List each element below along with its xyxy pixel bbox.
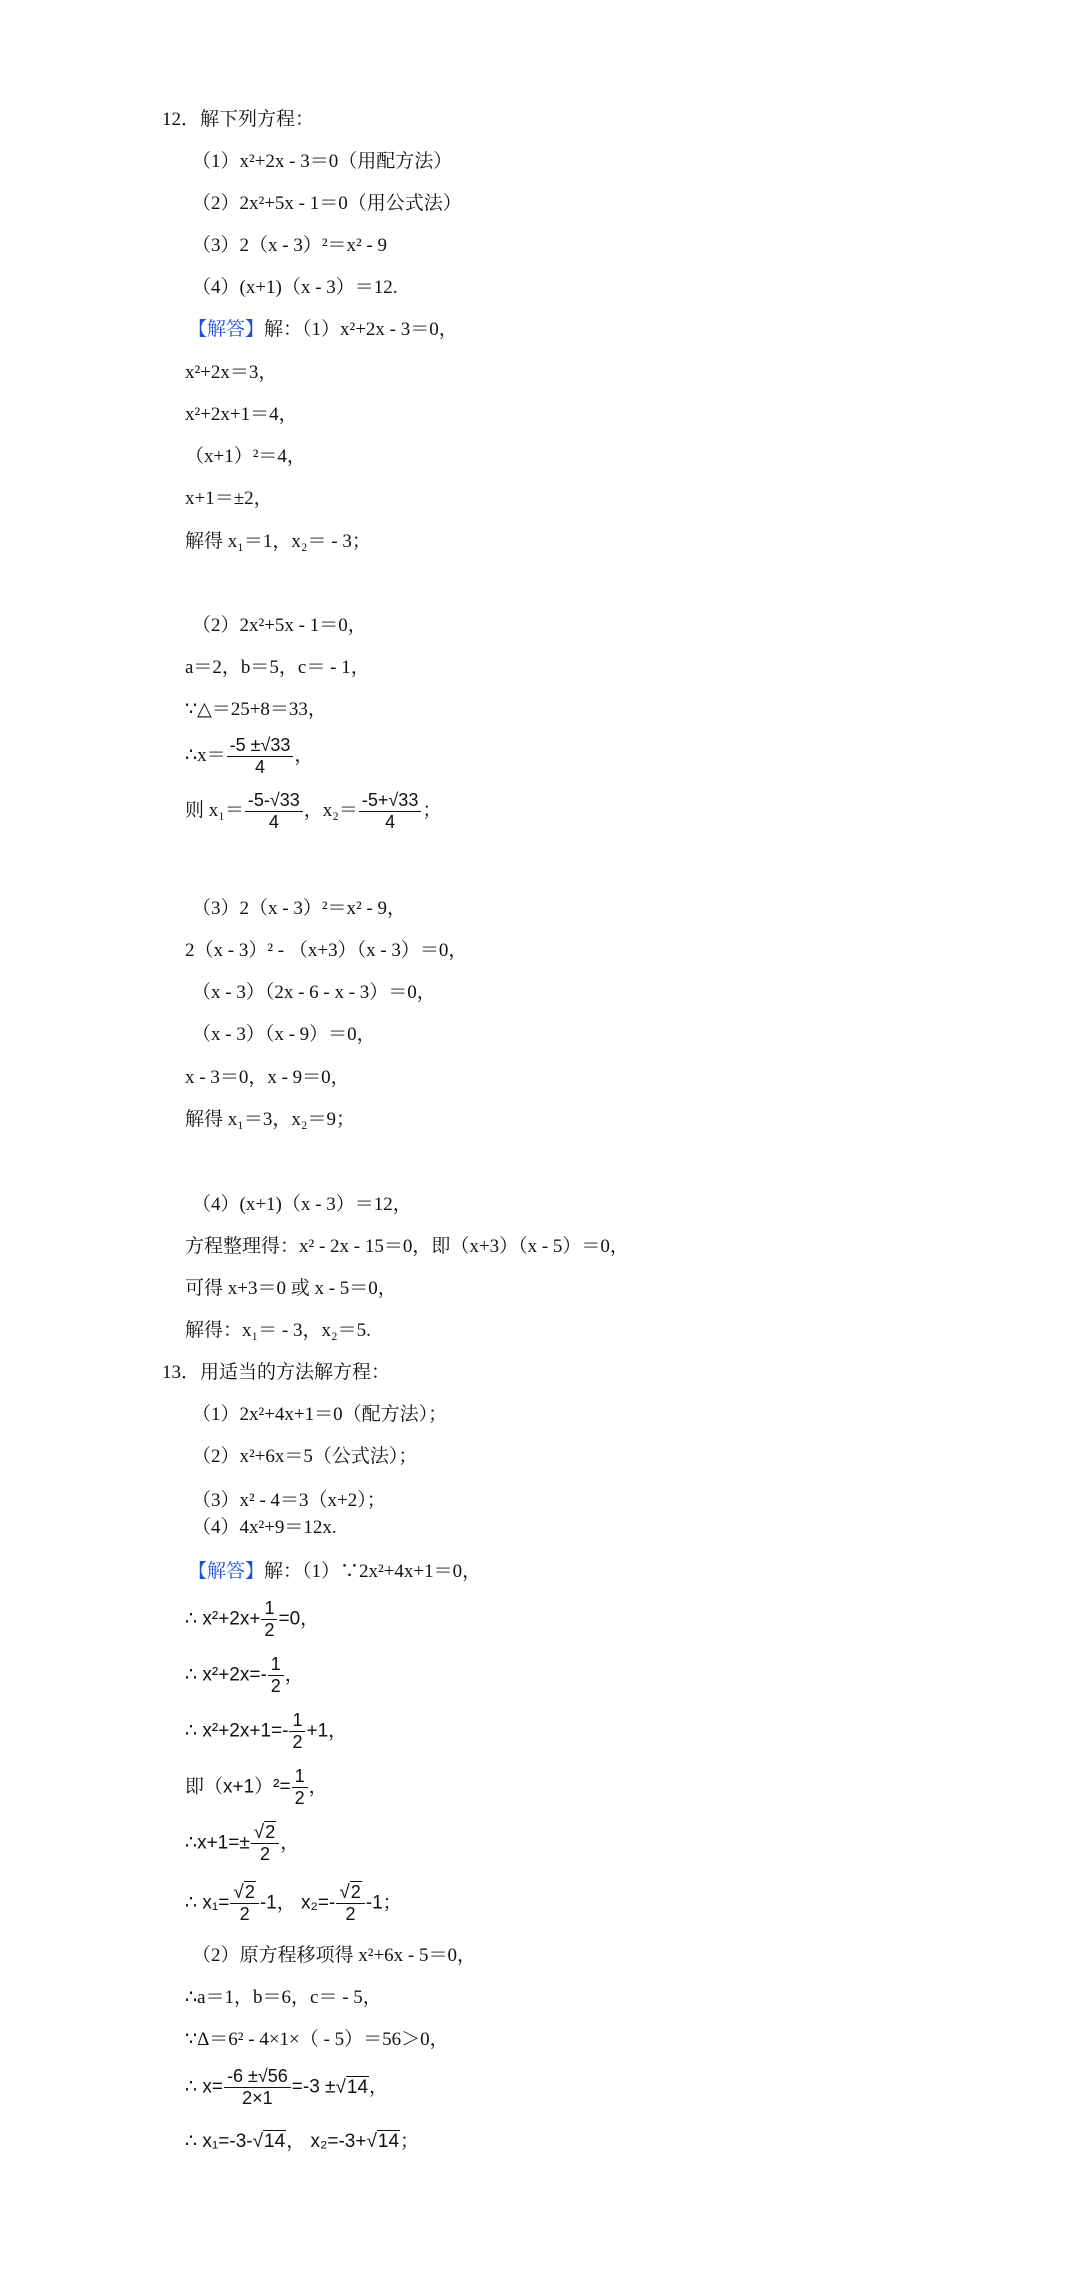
radicand: 2 — [244, 1882, 255, 1902]
numerator: 1 — [289, 1710, 305, 1732]
fraction — [261, 1598, 277, 1641]
fraction — [230, 1882, 258, 1925]
q13-s5 — [185, 1822, 299, 1865]
radical: √14 — [252, 2131, 286, 2152]
q12-sub4: （4）(x+1)（x - 3）＝12. — [192, 277, 398, 298]
q13-title: 13．用适当的方法解方程： — [162, 1362, 391, 1383]
numerator — [251, 1822, 279, 1844]
text: ∴ x₁=-3- — [185, 2131, 253, 2152]
q13-sub3: （3）x² - 4＝3（x+2）； — [192, 1490, 386, 1511]
q12-sub1: （1）x²+2x - 3＝0（用配方法） — [192, 151, 453, 172]
numerator: 1 — [261, 1598, 277, 1620]
text: =-3 ± — [291, 2076, 336, 2098]
text: ， — [308, 1776, 328, 1798]
q12-title: 12．解下列方程： — [162, 109, 315, 130]
q12-p1-line: 解得 x₁＝1，x₂＝ - 3； — [185, 531, 371, 552]
text: ， — [284, 1664, 304, 1686]
q13-sub2: （2）x²+6x＝5（公式法）； — [192, 1446, 418, 1467]
q12-p3-line: 解得 x₁＝3，x₂＝9； — [185, 1109, 355, 1130]
text: ； — [400, 2131, 420, 2152]
text: ∴ x²+2x+1=- — [185, 1720, 289, 1742]
q13-sub1: （1）2x²+4x+1＝0（配方法）； — [192, 1404, 448, 1425]
denominator: 2 — [292, 1732, 303, 1752]
denominator: 2 — [294, 1788, 305, 1808]
fraction — [359, 790, 421, 833]
q12-p2-head: （2）2x²+5x - 1＝0， — [192, 615, 367, 636]
q12-sub2: （2）2x²+5x - 1＝0（用公式法） — [192, 193, 462, 214]
radicand: 14 — [377, 2131, 400, 2152]
text: ∴x+1=± — [185, 1832, 250, 1854]
numerator: -5 ±√33 — [227, 735, 294, 757]
denominator: 2 — [270, 1676, 281, 1696]
prefix: 则 x₁＝ — [185, 799, 244, 821]
q13-p2-roots — [185, 2130, 419, 2154]
q12-p1-line: x+1＝±2， — [185, 488, 273, 509]
q12-p2-roots-line: 则 x₁＝ $\frac{-5-√33}{4}$ ，x₂＝ $\frac{-5+√33}{4}$ ； — [185, 790, 442, 832]
q12-p3-line: （x - 3）（x - 9）＝0， — [192, 1024, 376, 1045]
answer-head: 解：（1）x²+2x - 3＝0， — [264, 319, 458, 340]
text: -1； — [365, 1892, 402, 1914]
denominator: 4 — [385, 812, 396, 832]
text: 即（x+1）²= — [185, 1776, 291, 1798]
denominator: 2×1 — [242, 2088, 273, 2108]
text: -1， x₂=- — [259, 1892, 336, 1914]
q12-p1-line: x²+2x＝3， — [185, 362, 278, 383]
text: ∴ x₁= — [185, 1892, 230, 1914]
fraction — [336, 1882, 364, 1925]
q13-p2-x-line — [185, 2066, 388, 2109]
numerator: -5-√33 — [245, 790, 303, 812]
denominator: 4 — [254, 757, 265, 777]
fraction — [289, 1710, 305, 1753]
q12-p4-line: 解得：x₁＝ - 3，x₂＝5. — [185, 1320, 371, 1341]
answer-tag: 【解答】 — [188, 319, 265, 340]
q12-p3-line: （3）2（x - 3）²＝x² - 9， — [192, 898, 407, 919]
q13-p2-abc: ∴a＝1，b＝6，c＝ - 5， — [185, 1987, 382, 2008]
q13-sub4: （4）4x²+9＝12x. — [192, 1517, 337, 1538]
text: =0， — [278, 1608, 320, 1630]
radical: √14 — [335, 2076, 369, 2098]
denominator: 2 — [260, 1844, 271, 1864]
numerator — [230, 1882, 258, 1904]
q12-p2-abc: a＝2，b＝5，c＝ - 1， — [185, 657, 370, 678]
q12-p4-line: （4）(x+1)（x - 3）＝12， — [192, 1194, 412, 1215]
radical: √2 — [339, 1882, 361, 1903]
q13-answer-line — [188, 1560, 481, 1584]
text: ∴ x²+2x=- — [185, 1664, 267, 1686]
fraction — [251, 1822, 279, 1865]
denominator: 4 — [268, 812, 279, 832]
fraction — [268, 1654, 284, 1697]
q12-p3-line: （x - 3）（2x - 6 - x - 3）＝0， — [192, 982, 436, 1003]
prefix: ，x₂＝ — [303, 799, 358, 821]
denominator: 2 — [345, 1904, 356, 1924]
numerator — [336, 1882, 364, 1904]
q12-p1-line: （x+1）²＝4， — [185, 446, 306, 467]
q12-p2-x-line: ∴x＝ $\frac{-5 \pm√33}{4}$ ， — [185, 735, 314, 777]
text: +1， — [306, 1720, 348, 1742]
fraction — [227, 735, 294, 778]
q12-p4-line: 可得 x+3＝0 或 x - 5＝0， — [185, 1278, 397, 1299]
answer-tag: 【解答】 — [188, 1561, 265, 1582]
radicand: 2 — [265, 1822, 276, 1842]
radical: √2 — [253, 1822, 276, 1843]
q13-p2-head: （2）原方程移项得 x²+6x - 5＝0， — [192, 1945, 476, 1966]
answer-head: 解：（1）∵2x²+4x+1＝0， — [264, 1561, 482, 1582]
q12-p4-line: 方程整理得：x² - 2x - 15＝0，即（x+3）（x - 5）＝0， — [185, 1236, 629, 1257]
q13-s3 — [185, 1710, 347, 1753]
radicand: 14 — [346, 2076, 369, 2098]
denominator: 2 — [239, 1904, 250, 1924]
numerator: 1 — [292, 1766, 308, 1788]
q12-p3-line: x - 3＝0，x - 9＝0， — [185, 1067, 350, 1088]
fraction — [224, 2066, 291, 2109]
radical: √14 — [366, 2131, 400, 2152]
numerator: -5+√33 — [359, 790, 421, 812]
q13-p2-delta: ∵Δ＝6² - 4×1×（ - 5）＝56＞0， — [185, 2029, 449, 2050]
q13-s6 — [185, 1882, 402, 1925]
radicand: 2 — [350, 1882, 361, 1902]
radicand: 14 — [264, 2131, 286, 2152]
text: ∴ x²+2x+ — [185, 1608, 261, 1630]
numerator: 1 — [268, 1654, 284, 1676]
radical: √2 — [233, 1882, 255, 1903]
text: ， — [369, 2076, 389, 2098]
text: ， x₂=-3+ — [286, 2131, 367, 2152]
prefix: ∴ x= — [185, 2076, 223, 2098]
fraction — [292, 1766, 308, 1809]
denominator: 2 — [264, 1620, 275, 1640]
numerator: -6 ±√56 — [224, 2066, 291, 2088]
q13-s4 — [185, 1766, 328, 1809]
q13-s2 — [185, 1654, 304, 1697]
prefix: ∴x＝ — [185, 744, 226, 766]
text: ， — [280, 1832, 300, 1854]
q12-sub3: （3）2（x - 3）²＝x² - 9 — [192, 235, 388, 256]
q12-p1-line: x²+2x+1＝4， — [185, 404, 298, 425]
q12-p3-line: 2（x - 3）² - （x+3）（x - 3）＝0， — [185, 940, 468, 961]
q13-s1 — [185, 1598, 319, 1641]
q12-p2-delta: ∵△＝25+8＝33， — [185, 699, 327, 720]
q12-answer-line — [188, 318, 458, 342]
fraction — [245, 790, 303, 833]
